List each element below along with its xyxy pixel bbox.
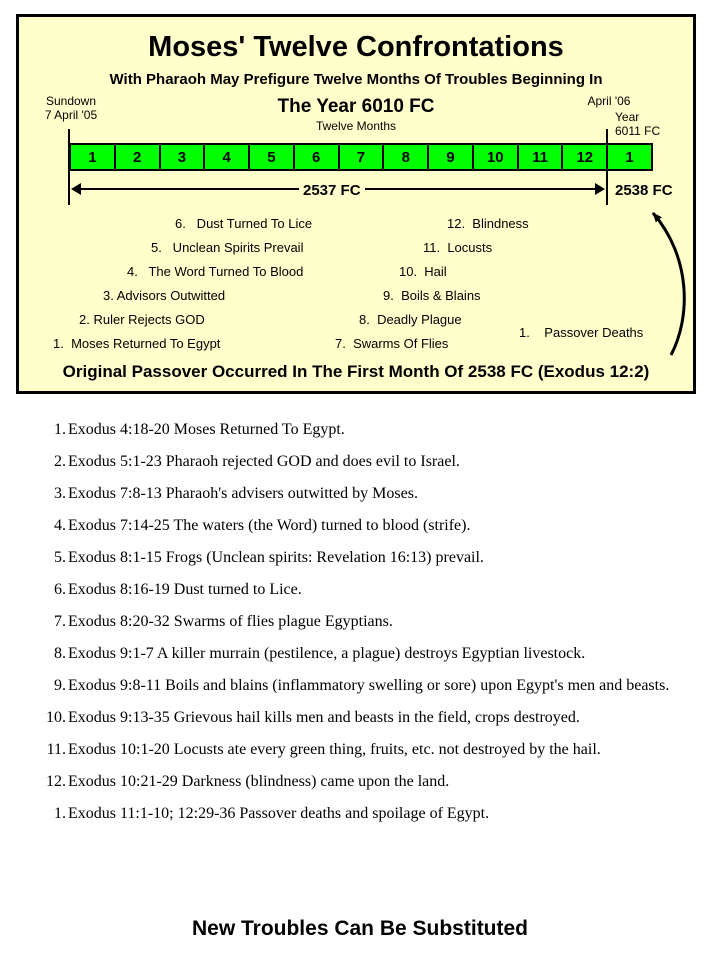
diagram-title: Moses' Twelve Confrontations (148, 31, 564, 63)
reference-text: Exodus 8:16-19 Dust turned to Lice. (68, 581, 302, 598)
start-line-1: Sundown (45, 94, 97, 108)
month-cell: 2 (116, 145, 161, 169)
reference-item (30, 516, 680, 536)
passover-note: Original Passover Occurred In The First Month Of 2538 FC (Exodus 12:2) (62, 362, 650, 381)
event-7: 7. Swarms Of Flies (335, 336, 449, 351)
reference-number: 8. (54, 645, 66, 662)
reference-item (30, 612, 680, 632)
event-3: 3. Advisors Outwitted (103, 288, 226, 303)
event-10: 10. Hail (399, 264, 447, 279)
reference-item (30, 740, 680, 760)
start-line-2: 7 April '05 (44, 108, 98, 122)
reference-text: Exodus 9:13-35 Grievous hail kills men and beasts in the field, crops destroyed. (68, 709, 580, 726)
event-12: 12. Blindness (447, 216, 529, 231)
reference-text: Exodus 10:21-29 Darkness (blindness) came upon the land. (68, 773, 450, 790)
reference-number: 11. (46, 741, 66, 758)
end-date-label: April '06 (587, 94, 631, 108)
reference-number: 10. (46, 709, 66, 726)
reference-number: 9. (54, 677, 66, 694)
reference-item (30, 644, 680, 664)
event-5: 5. Unclean Spirits Prevail (151, 240, 304, 255)
twelve-months-label: Twelve Months (315, 119, 397, 133)
event-2: 2. Ruler Rejects GOD (79, 312, 205, 327)
event-4: 4. The Word Turned To Blood (127, 264, 304, 279)
month-cell: 5 (250, 145, 295, 169)
month-cell: 1 (625, 148, 634, 166)
reference-number: 1. (54, 421, 66, 438)
reference-number: 4. (54, 517, 66, 534)
reference-text: Exodus 9:1-7 A killer murrain (pestilence, a plague) destroys Egyptian livestock. (68, 645, 586, 662)
span-arrow-left (71, 183, 81, 195)
next-year-label: 2538 FC (615, 182, 673, 199)
reference-text: Exodus 11:1-10; 12:29-36 Passover deaths and spoilage of Egypt. (68, 805, 490, 822)
reference-text: Exodus 8:1-15 Frogs (Unclean spirits: Revelation 16:13) prevail. (68, 549, 484, 566)
year-title: The Year 6010 FC (277, 96, 435, 117)
reference-text: Exodus 5:1-23 Pharaoh rejected GOD and does evil to Israel. (68, 453, 460, 470)
footer-note: New Troubles Can Be Substituted (191, 917, 529, 940)
reference-text: Exodus 7:8-13 Pharaoh's advisers outwitted by Moses. (68, 485, 418, 502)
month-cell: 11 (519, 145, 564, 169)
month-cell: 1 (71, 145, 116, 169)
reference-number: 1. (54, 805, 66, 822)
reference-number: 7. (54, 613, 66, 630)
reference-text: Exodus 8:20-32 Swarms of flies plague Egyptians. (68, 613, 393, 630)
span-arrow-right (595, 183, 605, 195)
reference-item (30, 548, 680, 568)
timeline-panel (16, 14, 696, 394)
reference-item (30, 708, 680, 728)
reference-number: 3. (54, 485, 66, 502)
reference-text: Exodus 7:14-25 The waters (the Word) turned to blood (strife). (68, 517, 471, 534)
event-11: 11. Locusts (423, 240, 493, 255)
event-9: 9. Boils & Blains (383, 288, 481, 303)
month-cell: 9 (429, 145, 474, 169)
end-year-label (615, 110, 685, 138)
start-date-label (31, 94, 111, 122)
month-cell: 7 (340, 145, 385, 169)
month-cell: 10 (474, 145, 519, 169)
event-8: 8. Deadly Plague (359, 312, 462, 327)
diagram-subtitle: With Pharaoh May Prefigure Twelve Months Of Troubles Beginning In (109, 71, 603, 88)
reference-number: 12. (46, 773, 66, 790)
reference-item (30, 580, 680, 600)
reference-text: Exodus 10:1-20 Locusts ate every green thing, fruits, etc. not destroyed by the hail. (68, 741, 601, 758)
reference-item (30, 420, 680, 440)
month-cell: 3 (161, 145, 206, 169)
month-cell: 6 (295, 145, 340, 169)
reference-number: 2. (54, 453, 66, 470)
reference-item (30, 676, 680, 696)
month-strip (69, 143, 653, 171)
reference-item (30, 452, 680, 472)
scripture-reference-list (30, 420, 680, 836)
month-cell: 12 (563, 145, 608, 169)
reference-item (30, 804, 680, 824)
month-cell: 4 (205, 145, 250, 169)
reference-number: 5. (54, 549, 66, 566)
reference-item (30, 484, 680, 504)
passover-event: 1. Passover Deaths (519, 325, 644, 340)
reference-text: Exodus 9:8-11 Boils and blains (inflammatory swelling or sore) upon Egypt's men and beasts. (68, 677, 670, 694)
end-line-3: 6011 FC (615, 124, 661, 138)
event-6: 6. Dust Turned To Lice (175, 216, 313, 231)
reference-text: Exodus 4:18-20 Moses Returned To Egypt. (68, 421, 345, 438)
month-cell: 8 (384, 145, 429, 169)
reference-item (30, 772, 680, 792)
span-year-label: 2537 FC (299, 183, 365, 198)
passover-curved-arrow (653, 213, 684, 355)
reference-number: 6. (54, 581, 66, 598)
event-1: 1. Moses Returned To Egypt (53, 336, 221, 351)
end-line-2: Year (615, 110, 640, 124)
